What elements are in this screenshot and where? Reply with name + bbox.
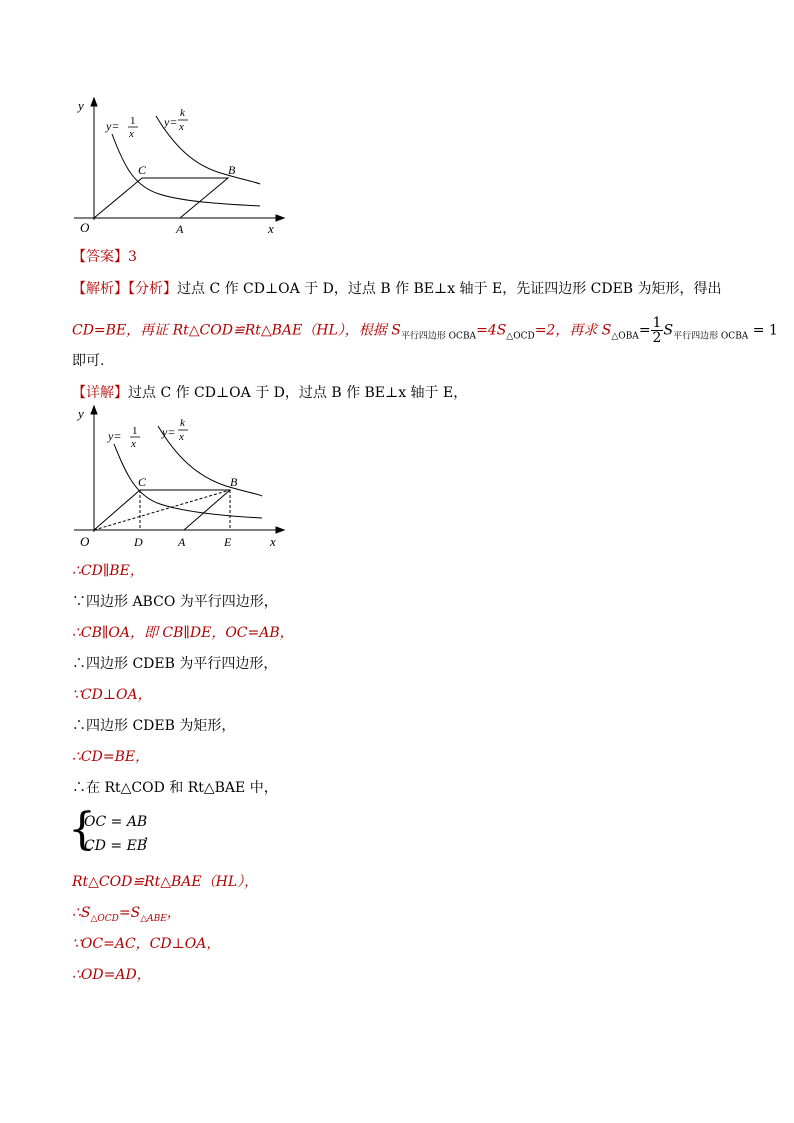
point-a-label: A bbox=[178, 535, 186, 549]
point-b-label: B bbox=[228, 163, 236, 177]
step-5: ∵CD⊥OA， bbox=[72, 687, 152, 703]
curve2-den: x bbox=[179, 431, 184, 443]
x-label: x bbox=[270, 534, 276, 549]
curve1-label: y= bbox=[108, 429, 122, 443]
detail-intro: 过点 C 作 CD⊥OA 于 D，过点 B 作 BE⊥x 轴于 E， bbox=[128, 385, 468, 401]
step-11: ∵OC=AC，CD⊥OA， bbox=[72, 936, 221, 952]
step-6: ∴四边形 CDEB 为矩形， bbox=[72, 718, 236, 734]
curve1-den: x bbox=[129, 128, 134, 140]
system-comma: ， bbox=[144, 827, 158, 843]
analysis-text-2b: =4S bbox=[476, 322, 507, 339]
point-e-label: E bbox=[224, 535, 232, 549]
analysis-eq: = bbox=[638, 322, 651, 339]
point-b-label: B bbox=[230, 475, 238, 489]
curve1-num: 1 bbox=[132, 425, 138, 437]
system-eq-2: CD = EB bbox=[84, 838, 148, 854]
figure-1 bbox=[64, 96, 294, 238]
point-c-label: C bbox=[138, 475, 147, 489]
answer-tag: 【答案】 bbox=[72, 249, 128, 265]
analysis-text-2c: =2，再求 S bbox=[534, 322, 612, 339]
step-8: ∴在 Rt△COD 和 Rt△BAE 中， bbox=[72, 780, 278, 796]
origin-label: O bbox=[80, 220, 90, 235]
step-2: ∵四边形 ABCO 为平行四边形， bbox=[72, 594, 278, 610]
step-4: ∴四边形 CDEB 为平行四边形， bbox=[72, 656, 278, 672]
step-9: Rt△COD≌Rt△BAE（HL）， bbox=[72, 874, 259, 890]
curve2-label: y= bbox=[164, 115, 178, 129]
analysis-subtag: 【分析】 bbox=[128, 281, 177, 297]
analysis-end: = 1 bbox=[748, 322, 778, 339]
point-c-label: C bbox=[138, 163, 147, 177]
answer-line bbox=[72, 248, 137, 266]
x-label: x bbox=[268, 221, 274, 236]
origin-label: O bbox=[80, 534, 90, 549]
system-brace: { bbox=[68, 804, 96, 855]
curve2-num: k bbox=[180, 107, 185, 119]
curve1-den: x bbox=[131, 438, 136, 450]
curve1-num: 1 bbox=[130, 115, 136, 127]
step-7: ∴CD=BE， bbox=[72, 749, 150, 765]
figure-2 bbox=[64, 404, 294, 554]
step-12: ∴OD=AD， bbox=[72, 967, 151, 983]
diagonal-ob bbox=[94, 490, 230, 530]
y-label: y bbox=[78, 406, 84, 421]
parallelogram bbox=[94, 178, 228, 218]
analysis-line-1 bbox=[72, 280, 722, 298]
analysis-text-1: 过点 C 作 CD⊥OA 于 D，过点 B 作 BE⊥x 轴于 E，先证四边形 CDEB 为矩形，得出 bbox=[177, 281, 722, 297]
y-arrow bbox=[91, 406, 97, 414]
half-fraction: $\frac{1}{2}$ bbox=[652, 315, 662, 346]
point-a-label: A bbox=[176, 222, 184, 236]
y-arrow bbox=[91, 98, 97, 106]
y-label: y bbox=[78, 98, 84, 113]
analysis-line-3: 即可. bbox=[72, 353, 105, 369]
curve2-num: k bbox=[180, 417, 185, 429]
answer-value: 3 bbox=[128, 249, 137, 265]
point-d-label: D bbox=[134, 535, 143, 549]
analysis-line-2 bbox=[72, 316, 778, 345]
analysis-s: S bbox=[663, 322, 674, 339]
curve2-label: y= bbox=[162, 425, 176, 439]
analysis-sub-2: △OCD bbox=[506, 331, 535, 342]
analysis-text-2a: CD=BE，再证 Rt△COD≌Rt△BAE（HL），根据 S bbox=[72, 322, 401, 339]
x-arrow bbox=[276, 527, 284, 533]
analysis-sub-1: 平行四边形 OCBA bbox=[400, 331, 477, 342]
analysis-sub-4: 平行四边形 OCBA bbox=[673, 331, 749, 342]
detail-line bbox=[72, 384, 467, 402]
curve-1-over-x bbox=[114, 444, 262, 518]
step-3: ∴CB∥OA，即 CB∥DE，OC=AB， bbox=[72, 625, 294, 641]
system-eq-1: OC = AB bbox=[84, 814, 148, 830]
step-10: $\therefore S_{\triangle OCD}=S_{\triangle ABE}$， bbox=[72, 905, 181, 924]
curve-1-over-x bbox=[112, 134, 260, 206]
analysis-tag: 【解析】 bbox=[72, 281, 128, 297]
step-1: ∴CD∥BE， bbox=[72, 563, 144, 579]
curve2-den: x bbox=[179, 121, 184, 133]
analysis-sub-3: △OBA bbox=[611, 331, 639, 342]
curve1-label: y= bbox=[106, 119, 120, 133]
x-arrow bbox=[276, 215, 284, 221]
detail-tag: 【详解】 bbox=[72, 385, 128, 401]
